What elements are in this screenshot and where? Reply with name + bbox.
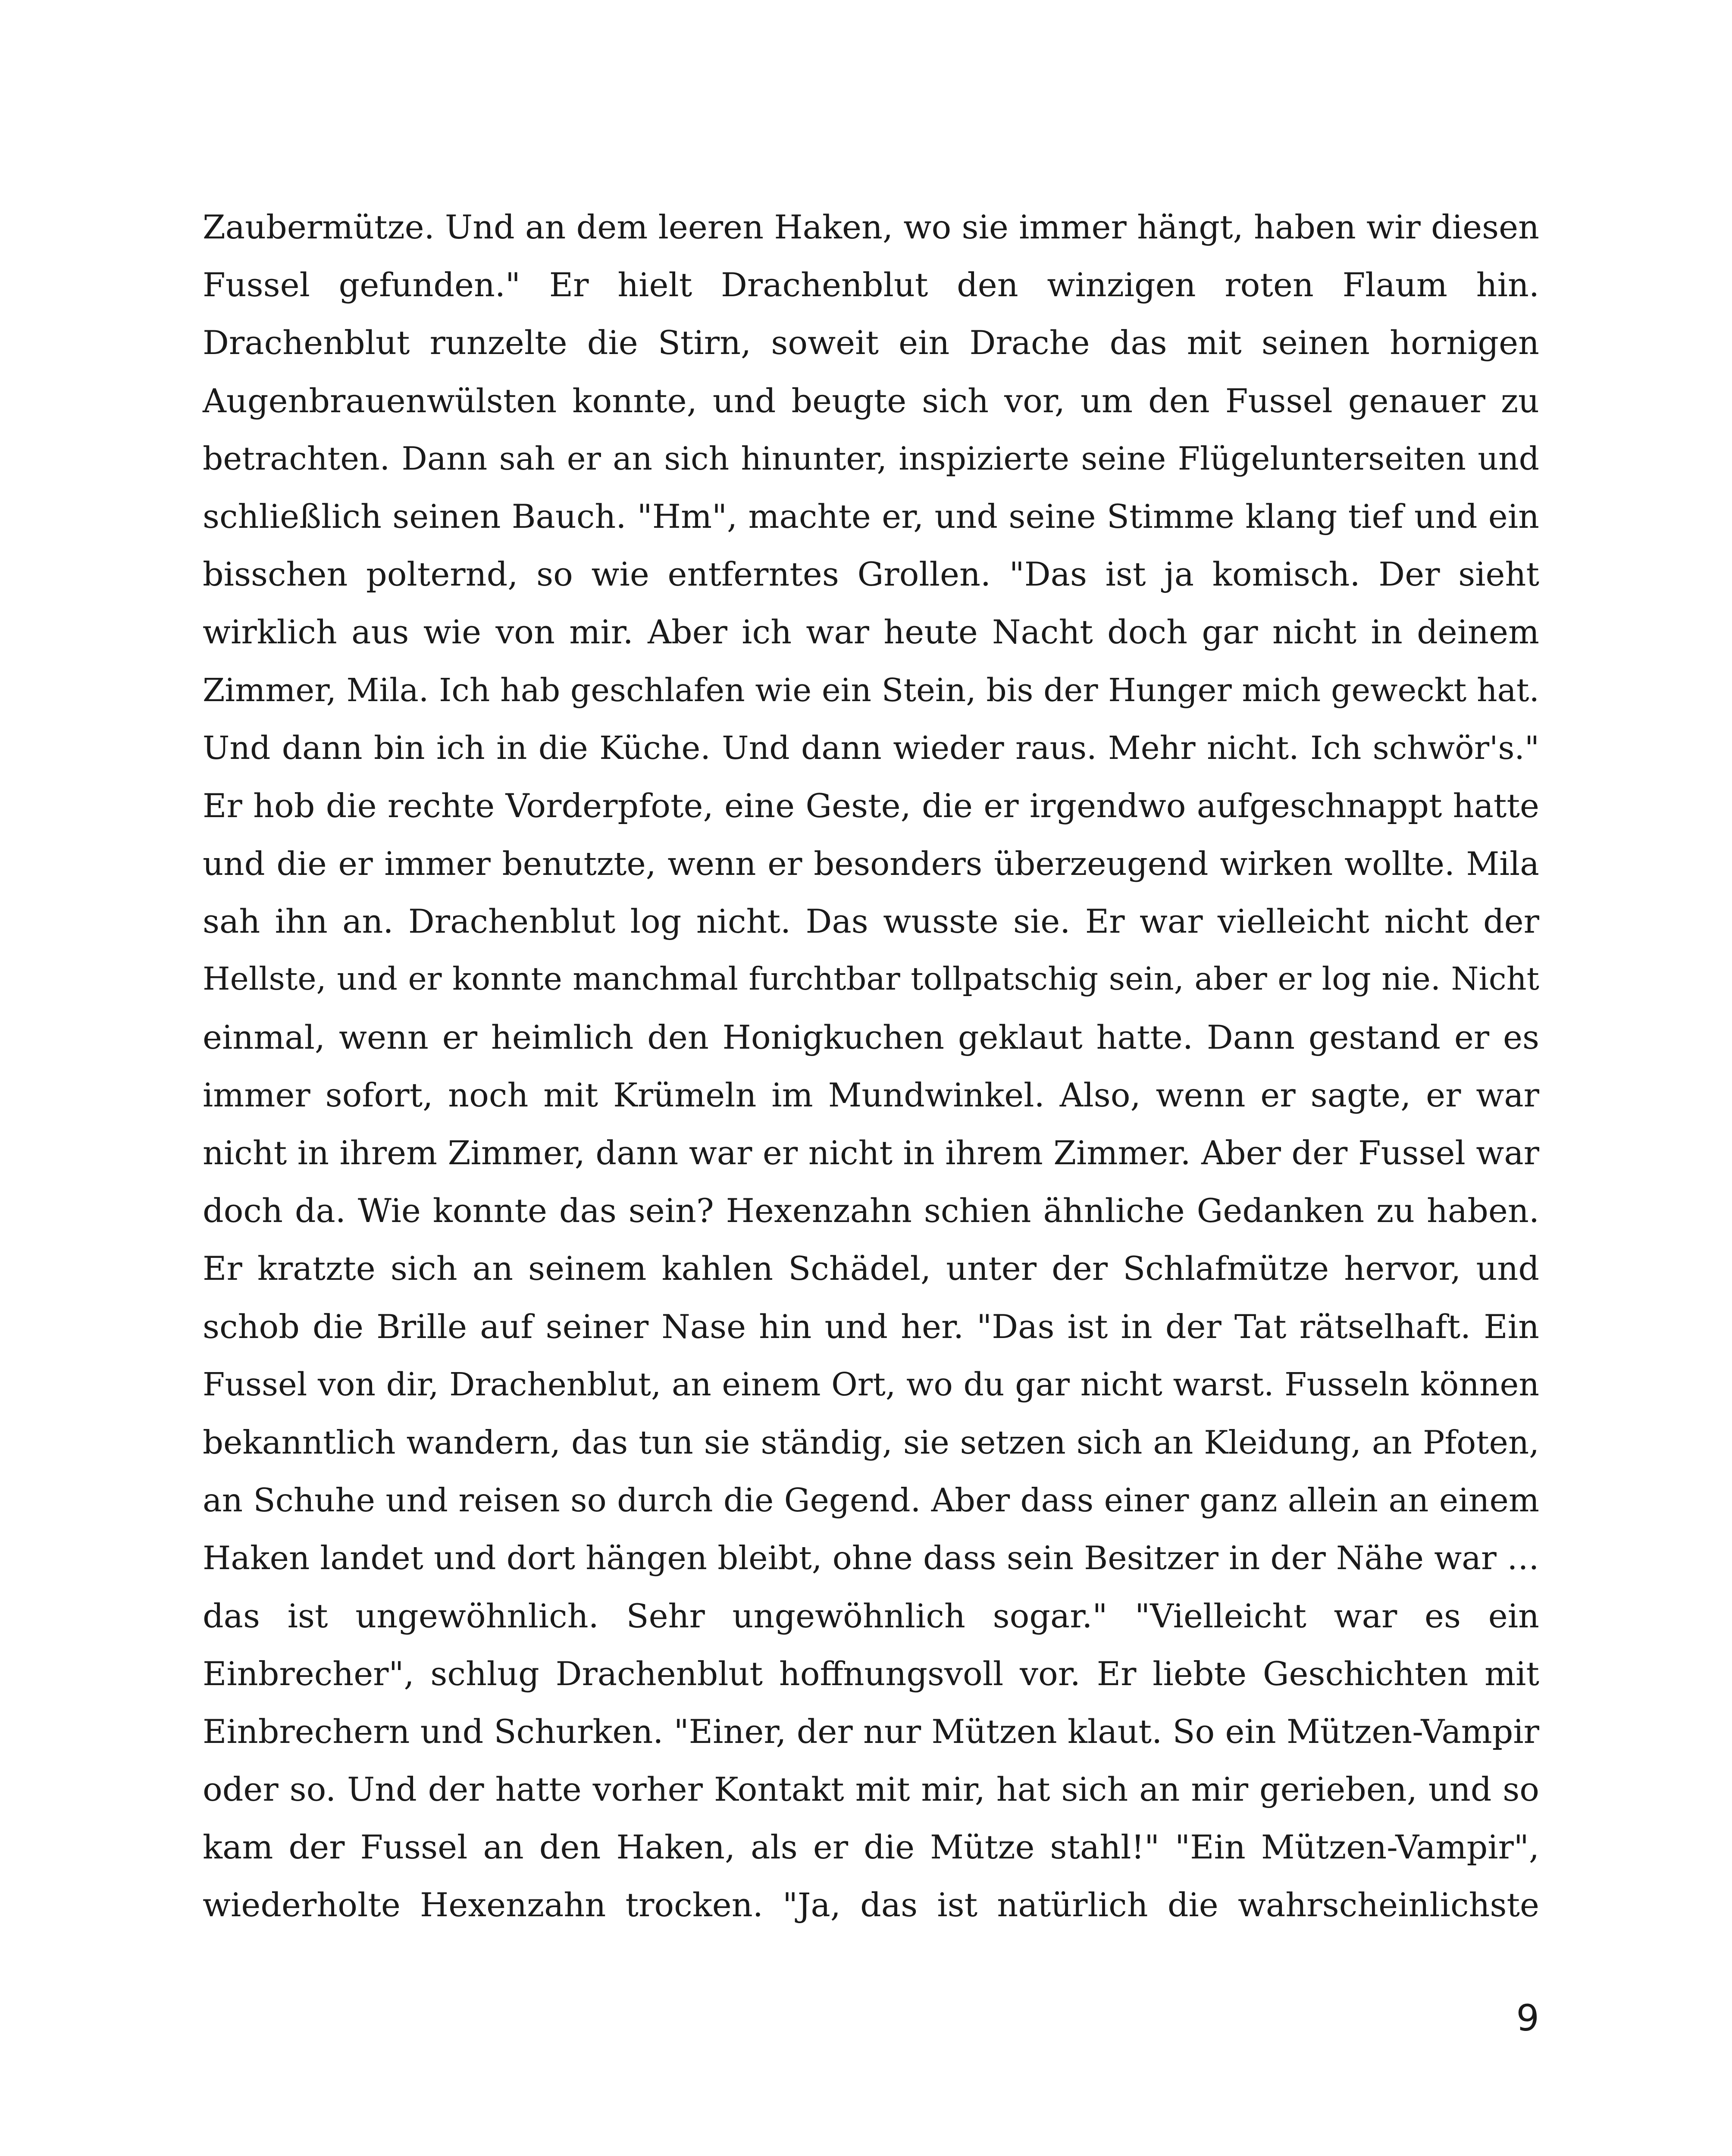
text-line: Einbrechern und Schurken. "Einer, der nur Mützen klaut. So ein Mützen-Vampir [203, 1712, 1539, 1751]
body-text [203, 198, 1539, 1934]
text-line: und die er immer benutzte, wenn er besonders überzeugend wirken wollte. Mila [203, 845, 1539, 883]
text-line: Zimmer, Mila. Ich hab geschlafen wie ein Stein, bis der Hunger mich geweckt hat. [203, 671, 1539, 709]
text-line: immer sofort, noch mit Krümeln im Mundwinkel. Also, wenn er sagte, er war [203, 1075, 1539, 1114]
text-line: Drachenblut runzelte die Stirn, soweit ein Drache das mit seinen hornigen [203, 323, 1539, 362]
text-line: das ist ungewöhnlich. Sehr ungewöhnlich sogar." "Vielleicht war es ein [203, 1596, 1539, 1635]
text-line: Augenbrauenwülsten konnte, und beugte sich vor, um den Fussel genauer zu [203, 381, 1539, 420]
text-line: schob die Brille auf seiner Nase hin und her. "Das ist in der Tat rätselhaft. Ein [203, 1307, 1539, 1346]
text-line: betrachten. Dann sah er an sich hinunter, inspizierte seine Flügelunterseiten und [203, 440, 1539, 477]
text-line: Hellste, und er konnte manchmal furchtbar tollpatschig sein, aber er log nie. Nicht [203, 961, 1539, 998]
text-line: sah ihn an. Drachenblut log nicht. Das wusste sie. Er war vielleicht nicht der [203, 902, 1539, 941]
text-line: Fussel gefunden." Er hielt Drachenblut den winzigen roten Flaum hin. [203, 266, 1539, 304]
text-line: Zaubermütze. Und an dem leeren Haken, wo sie immer hängt, haben wir diesen [203, 208, 1539, 246]
text-line: einmal, wenn er heimlich den Honigkuchen geklaut hatte. Dann gestand er es [203, 1018, 1539, 1056]
text-line: Haken landet und dort hängen bleibt, ohne dass sein Besitzer in der Nähe war … [203, 1539, 1539, 1577]
page-number: 9 [1516, 1997, 1539, 2039]
text-line: kam der Fussel an den Haken, als er die Mütze stahl!" "Ein Mützen-Vampir", [203, 1828, 1539, 1867]
text-line: bekanntlich wandern, das tun sie ständig, sie setzen sich an Kleidung, an Pfoten, [203, 1423, 1539, 1461]
text-line: Einbrecher", schlug Drachenblut hoffnungsvoll vor. Er liebte Geschichten mit [203, 1654, 1539, 1693]
text-line: schließlich seinen Bauch. "Hm", machte er, und seine Stimme klang tief und ein [203, 497, 1539, 536]
text-line: an Schuhe und reisen so durch die Gegend. Aber dass einer ganz allein an einem [203, 1481, 1539, 1520]
text-line: Fussel von dir, Drachenblut, an einem Ort, wo du gar nicht warst. Fusseln können [203, 1366, 1539, 1403]
text-line: oder so. Und der hatte vorher Kontakt mit mir, hat sich an mir gerieben, und so [203, 1770, 1539, 1809]
text-line: nicht in ihrem Zimmer, dann war er nicht in ihrem Zimmer. Aber der Fussel war [203, 1134, 1539, 1172]
text-line: Und dann bin ich in die Küche. Und dann wieder raus. Mehr nicht. Ich schwör's." [203, 729, 1539, 767]
text-line: wiederholte Hexenzahn trocken. "Ja, das ist natürlich die wahrscheinlichste [203, 1886, 1539, 1924]
text-line: Er hob die rechte Vorderpfote, eine Geste, die er irgendwo aufgeschnappt hatte [203, 786, 1539, 825]
text-line: wirklich aus wie von mir. Aber ich war heute Nacht doch gar nicht in deinem [203, 613, 1539, 652]
text-line: Er kratzte sich an seinem kahlen Schädel, unter der Schlafmütze hervor, und [203, 1249, 1539, 1288]
text-line: bisschen polternd, so wie entferntes Grollen. "Das ist ja komisch. Der sieht [203, 555, 1539, 594]
text-line: doch da. Wie konnte das sein? Hexenzahn schien ähnliche Gedanken zu haben. [203, 1191, 1539, 1230]
